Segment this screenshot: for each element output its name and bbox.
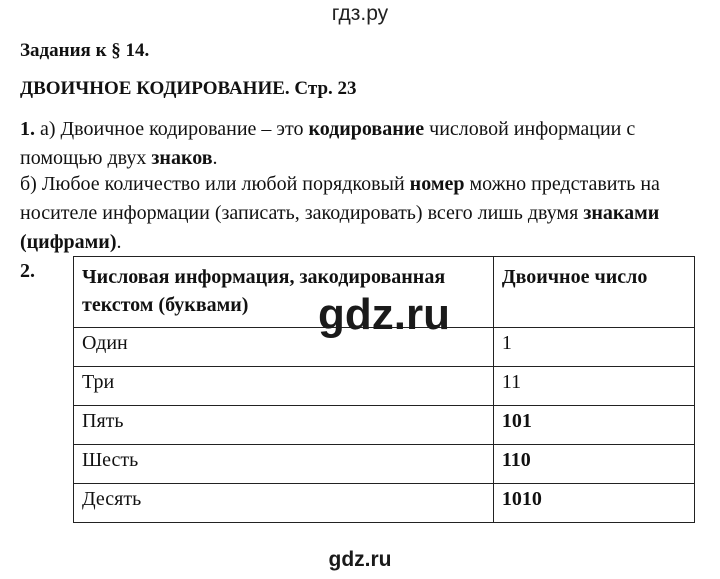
table-cell-word: Шесть <box>74 445 494 484</box>
table-cell-binary: 110 <box>493 445 694 484</box>
answer-bold: кодирование <box>308 118 425 140</box>
table-cell-binary: 101 <box>493 406 694 445</box>
table-cell-word: Один <box>74 328 494 367</box>
watermark-center: gdz.ru <box>318 290 450 339</box>
task2-number: 2. <box>20 260 35 282</box>
table-cell-word: Пять <box>74 406 494 445</box>
table-row <box>74 484 695 523</box>
table-header-cell: Числовая информация, закодированная текстом (буквами) <box>74 257 494 328</box>
text-segment: . <box>116 231 122 253</box>
task1-part-b <box>20 170 710 257</box>
answer-bold: номер <box>409 173 465 195</box>
table-cell-binary: 11 <box>493 367 694 406</box>
task1-part-a <box>20 115 710 173</box>
footer-watermark: gdz.ru <box>328 548 392 571</box>
task1-number: 1. <box>20 118 35 140</box>
text-segment: а) Двоичное кодирование – это <box>35 118 309 140</box>
text-segment: б) Любое количество или любой порядковый <box>20 173 410 195</box>
topic-heading: ДВОИЧНОЕ КОДИРОВАНИЕ. Стр. 23 <box>20 78 357 99</box>
answer-bold: знаков <box>151 147 213 169</box>
text-segment: можно представить на носителе информации (записать, закодировать) всего лишь двумя <box>20 173 660 224</box>
table-cell-word: Три <box>74 367 494 406</box>
tasks-heading: Задания к § 14. <box>20 40 150 61</box>
table-row <box>74 406 695 445</box>
answer-bold: знаками (цифрами) <box>20 202 660 253</box>
text-segment: числовой информации с помощью двух <box>20 118 636 169</box>
table-cell-word: Десять <box>74 484 494 523</box>
table-cell-binary: 1010 <box>493 484 694 523</box>
text-segment: . <box>212 147 218 169</box>
table-cell-binary: 1 <box>493 328 694 367</box>
site-header: гдз.ру <box>331 2 389 25</box>
table-row <box>74 445 695 484</box>
table-row <box>74 367 695 406</box>
table-header-cell: Двоичное число <box>493 257 694 328</box>
